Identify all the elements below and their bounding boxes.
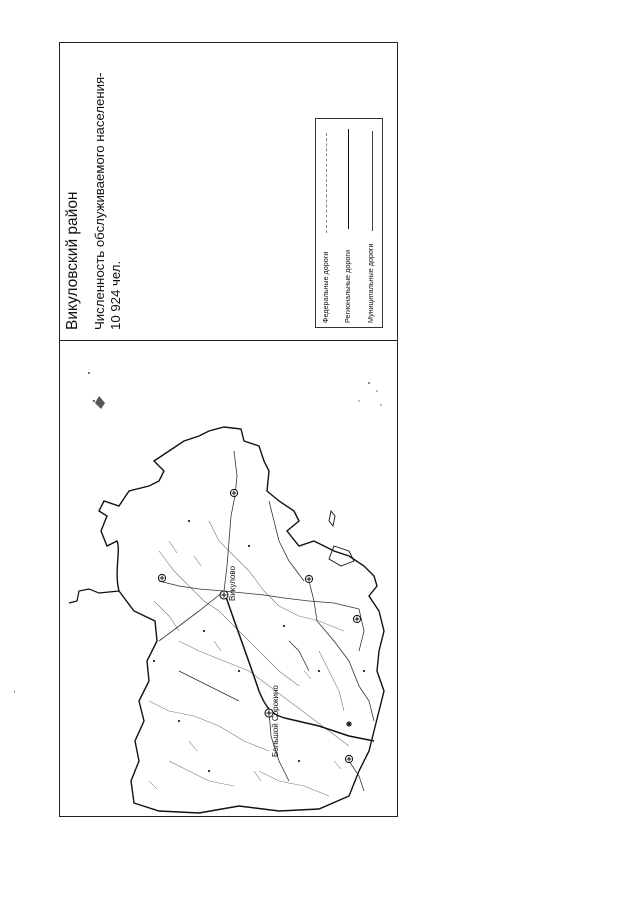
legend-line-municipal bbox=[372, 131, 373, 231]
legend-label-federal: Федеральные дороги bbox=[321, 251, 330, 323]
label-bolshoe-sorokino: Большой Сорокино bbox=[271, 685, 280, 757]
map-legend bbox=[315, 118, 383, 328]
population-label: Численность обслуживаемого населения- bbox=[92, 72, 107, 330]
municipal-roads bbox=[159, 451, 374, 791]
lake bbox=[95, 396, 105, 409]
boundary-segment bbox=[69, 589, 119, 603]
legend-line-regional bbox=[348, 129, 349, 229]
scan-speckles bbox=[93, 382, 382, 406]
subdistrict-boundaries bbox=[149, 521, 349, 796]
district-title: Викуловский район bbox=[64, 191, 81, 330]
legend-label-municipal: Муниципальные дороги bbox=[366, 243, 375, 323]
legend-label-regional: Региональные дороги bbox=[343, 250, 352, 323]
star-marker bbox=[346, 721, 352, 727]
regional-road bbox=[224, 591, 374, 741]
settlement-markers bbox=[158, 489, 360, 762]
label-vikulovo: Викулово bbox=[228, 565, 237, 601]
scan-speck bbox=[14, 690, 15, 693]
district-boundary bbox=[99, 427, 384, 813]
legend-line-federal bbox=[326, 133, 327, 233]
district-map bbox=[59, 341, 398, 817]
lake bbox=[329, 511, 335, 526]
population-value: 10 924 чел. bbox=[108, 260, 123, 330]
